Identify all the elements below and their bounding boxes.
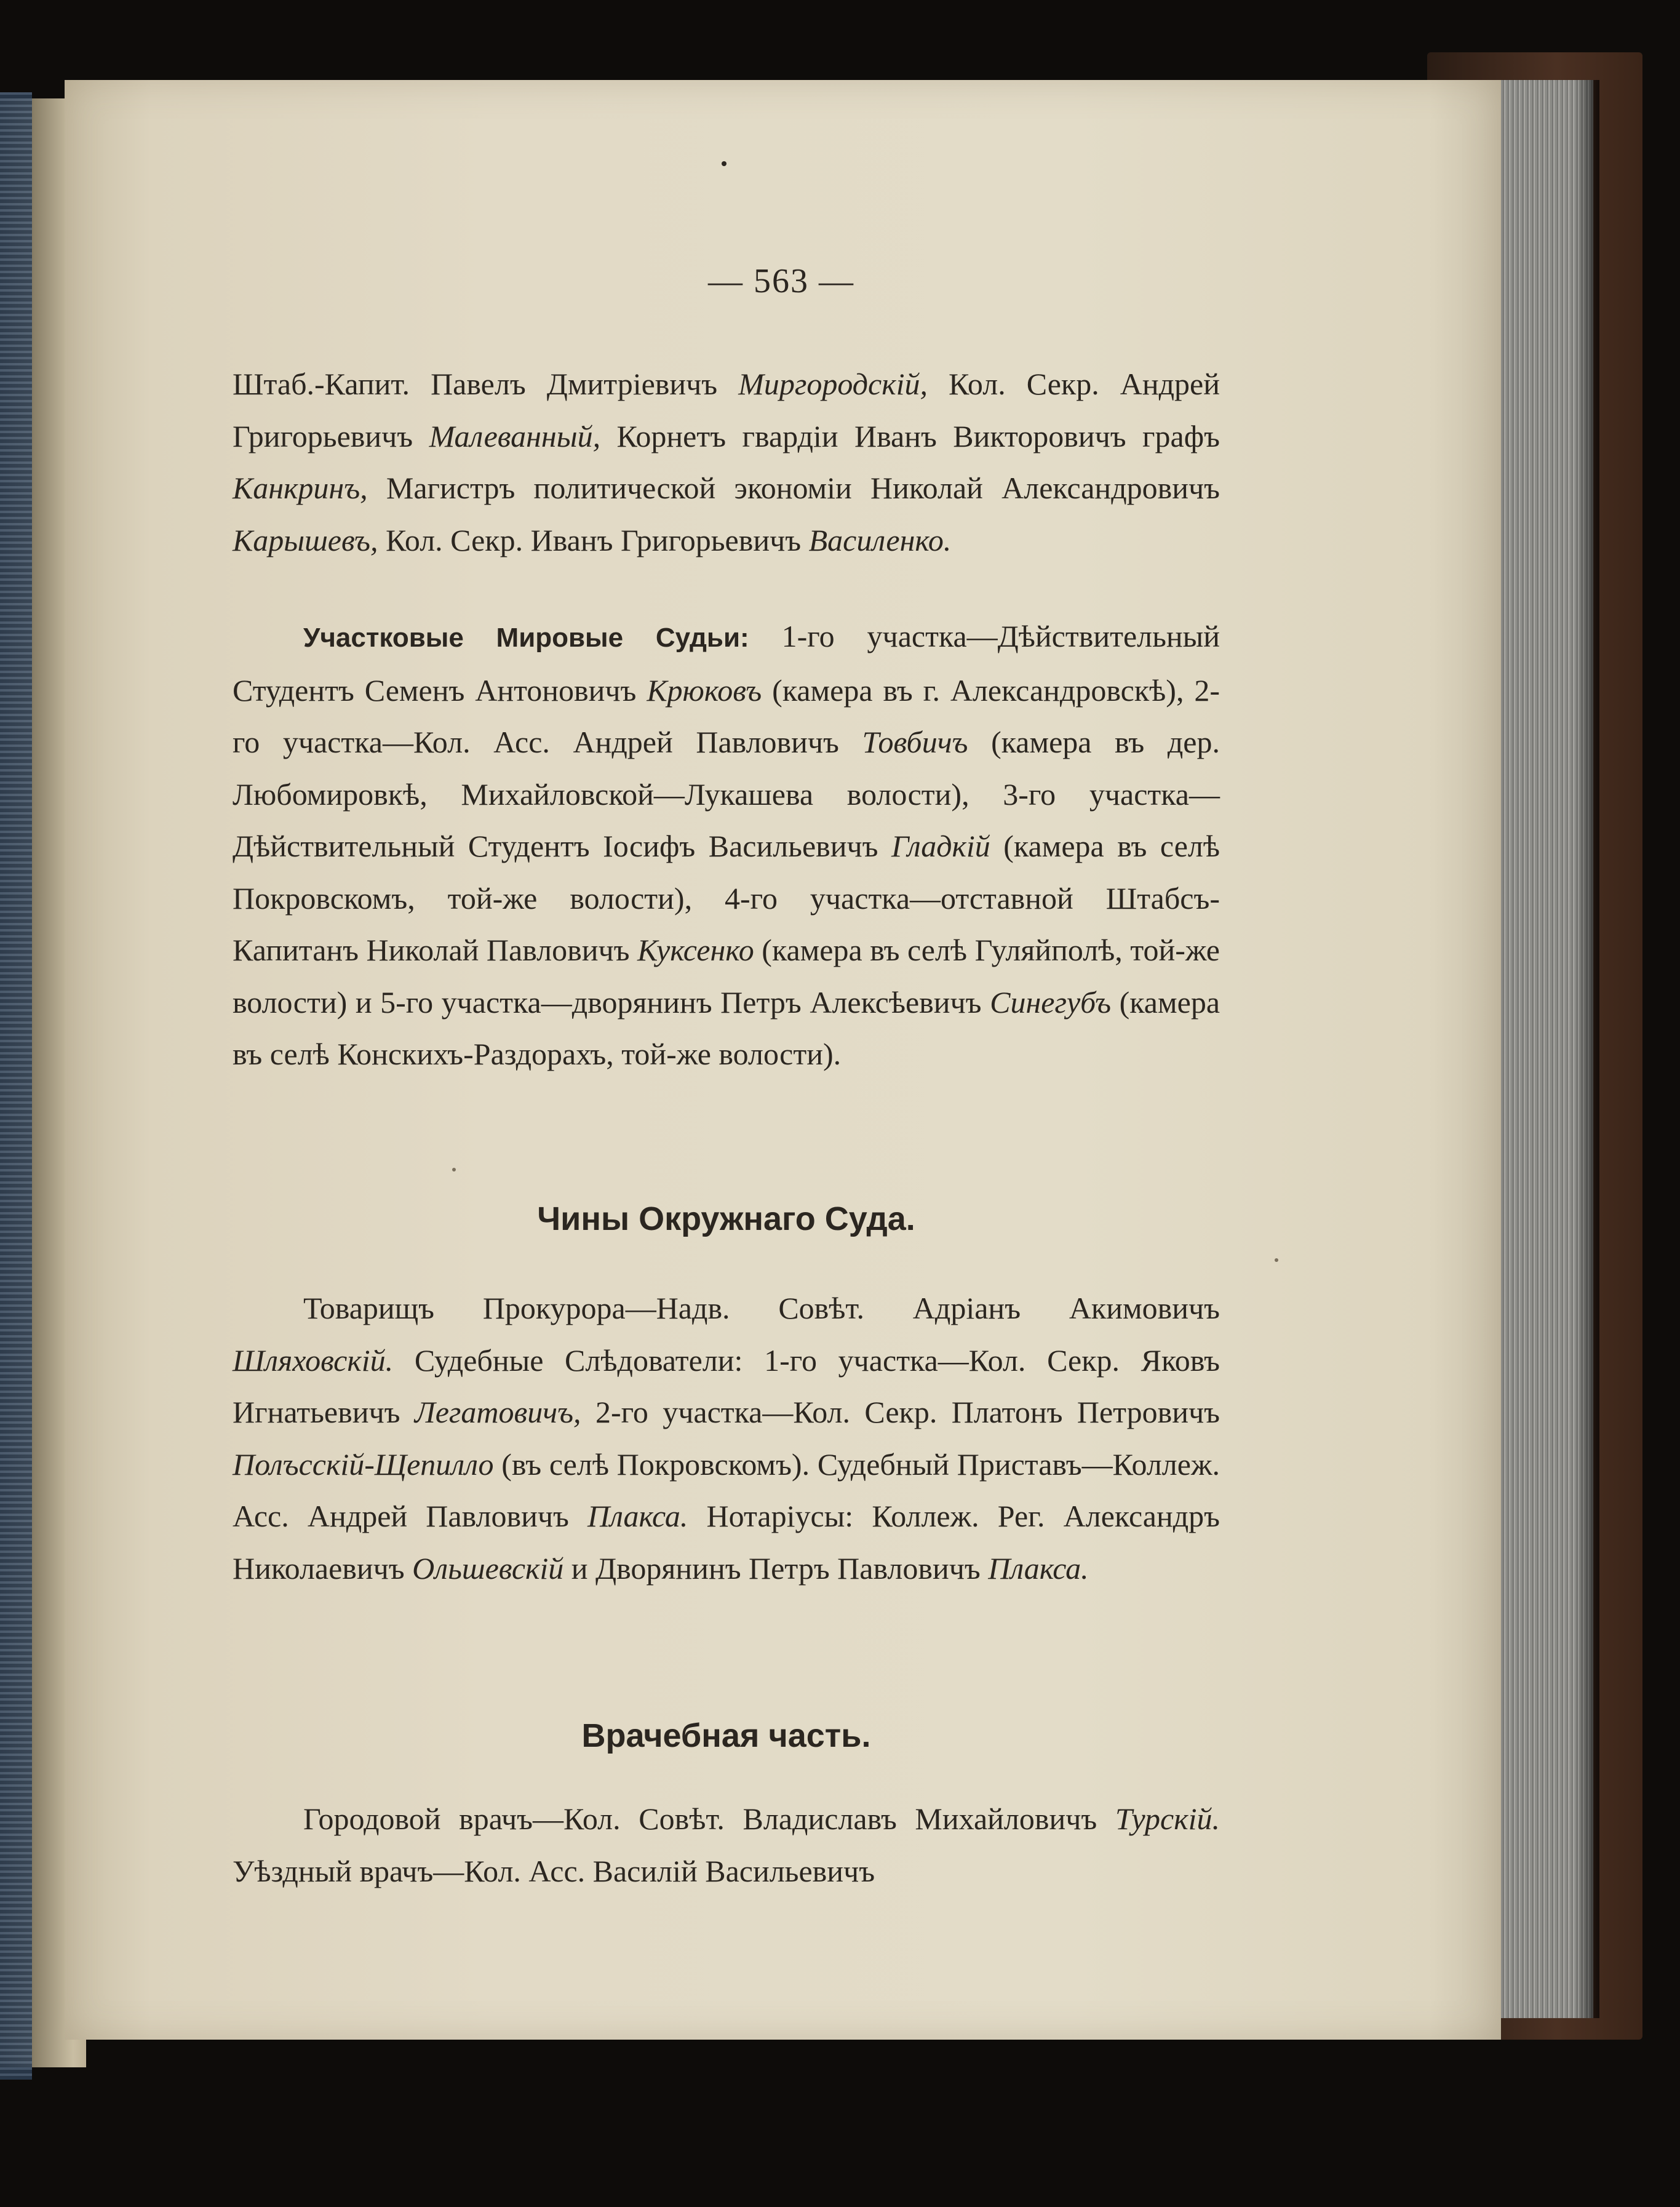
page-speck [452,1168,456,1171]
paragraph-lead: Участковые Мировые Судьи: [303,623,749,653]
paragraph-text: Кол. Секр. Иванъ Григорьевичъ [378,522,809,557]
paragraph-text: (камера въ селѣ Гуляйполѣ, той-же волости) и 5-го участка—дворянинъ Петръ Алексѣевичъ [233,933,1220,1020]
paragraph-text: Городовой врачъ—Кол. Совѣт. Владиславъ Михайловичъ [303,1802,1115,1836]
paragraph-text: 1-го участка—Дѣйствительный Студентъ Семенъ Антоновичъ [233,619,1220,708]
page-number: — 563 — [708,262,854,300]
paragraph-text: Товарищъ Прокурора—Надв. Совѣт. Адріанъ Акимовичъ [303,1291,1220,1325]
paragraph-court [233,1282,1220,1594]
page-speck [722,161,727,166]
paragraph-text: Нотаріусы: Коллеж. Рег. Александръ Николаевичъ [233,1499,1220,1586]
surname: Куксенко [637,933,754,967]
page-speck [1275,1258,1278,1262]
surname: Миргородскій, [738,367,928,401]
paragraph-text: и Дворянинъ Петръ Павловичъ [563,1550,989,1586]
surname: Полъсскій-Щепилло [233,1447,494,1482]
surname: Крюковъ [647,672,762,708]
surname: Малеванный, [429,418,601,453]
surname: Легатовичъ, [414,1395,581,1429]
surname: Синегубъ [990,984,1112,1020]
paragraph-text: (камера въ дер. Любомировкѣ, Михайловской—Лукашева волости), 3-го участка—Дѣйствительный Студентъ Іосифъ Васильевичъ [233,725,1220,863]
surname: Плакса. [988,1550,1089,1586]
paragraph-text: (камера въ селѣ Конскихъ-Раздорахъ, той-же волости). [233,984,1220,1071]
paragraph-officials [233,358,1220,566]
surname: Турскій. [1115,1802,1220,1836]
section-heading: Чины Окружнаго Суда. [537,1200,915,1237]
book-binding [0,92,32,2080]
surname: Гладкій [891,829,990,863]
surname: Карышевъ, [233,522,378,557]
paragraph-text: (въ селѣ Покровскомъ). Судебный Приставъ—Коллеж. Асс. Андрей Павловичъ [233,1447,1220,1533]
paragraph-text: (камера въ г. Александровскѣ), 2-го участка—Кол. Асс. Андрей Павловичъ [233,672,1220,759]
paragraph-text: (камера въ селѣ Покровскомъ, той-же волости), 4-го участка—отставной Штабсъ-Капитанъ Николай Павловичъ [233,829,1220,967]
surname: Товбичъ [862,725,968,759]
section-heading: Врачебная часть. [581,1717,871,1754]
surname: Канкринъ, [233,471,368,505]
surname: Шляховскій. [233,1343,394,1378]
paragraph-justices [233,610,1220,1080]
paragraph-text: Судебные Слѣдователи: 1-го участка—Кол. Секр. Яковъ Игнатьевичъ [233,1343,1220,1429]
paragraph-text: Кол. Секр. Андрей Григорьевичъ [233,367,1220,453]
paragraph-medical [233,1793,1220,1897]
surname: Плакса. [587,1499,688,1533]
paragraph-text: Корнетъ гвардіи Иванъ Викторовичъ графъ [600,418,1220,453]
paragraph-text: 2-го участка—Кол. Секр. Платонъ Петровичъ [581,1395,1220,1429]
paragraph-text: Магистръ политической экономіи Николай Александровичъ [367,471,1220,505]
surname: Василенко. [808,522,952,557]
surname: Ольшевскій [412,1550,564,1586]
paragraph-text: Уѣздный врачъ—Кол. Асс. Василій Васильевичъ [233,1853,875,1888]
paragraph-text: Штаб.-Капит. Павелъ Дмитріевичъ [233,367,739,401]
page-edges-shadow [1575,80,1599,2018]
